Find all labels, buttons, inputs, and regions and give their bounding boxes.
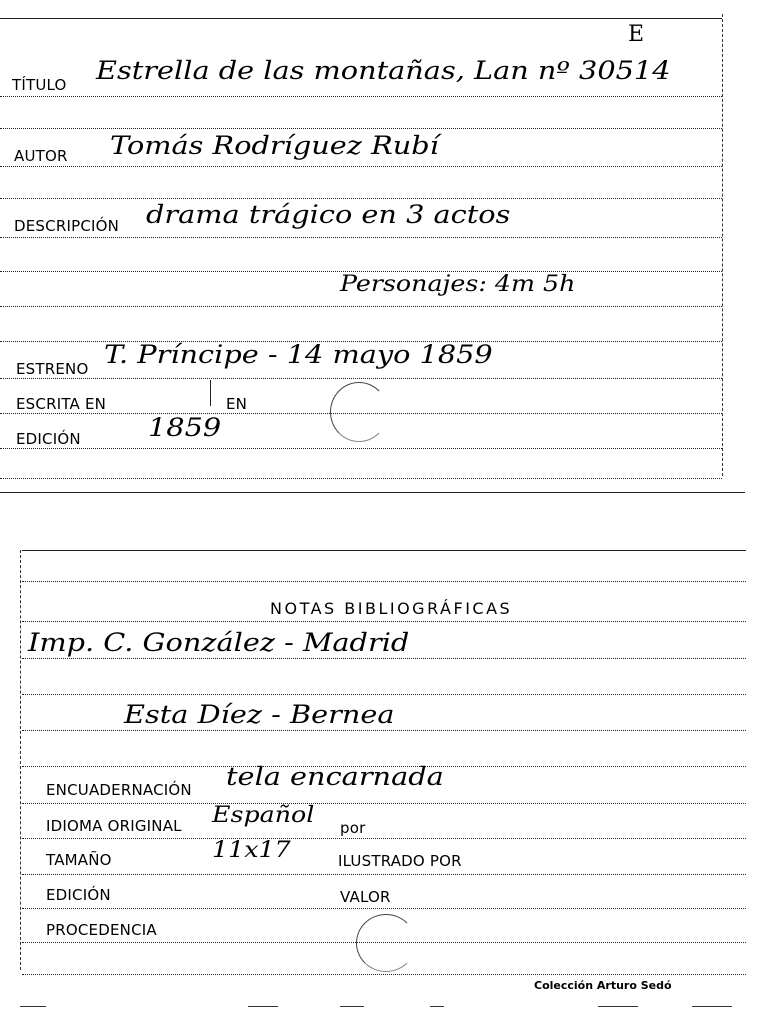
tamano-value: 11x17 — [212, 838, 291, 863]
ruled-line — [22, 874, 746, 875]
ruled-line — [0, 237, 722, 238]
edge-mark — [20, 1006, 46, 1007]
ruled-line — [22, 838, 746, 839]
corner-mark: E — [628, 22, 645, 47]
ilustrado-por-label: ILUSTRADO POR — [338, 852, 462, 870]
ruled-line — [0, 128, 722, 129]
ruled-line — [22, 694, 746, 695]
descripcion-value: drama trágico en 3 actos — [146, 200, 511, 229]
encuadernacion-label: ENCUADERNACIÓN — [46, 781, 192, 799]
punch-hole — [356, 914, 416, 972]
card-bottom-edge — [0, 492, 745, 493]
card-top-edge — [0, 18, 722, 19]
catalog-card-front — [0, 0, 759, 495]
idioma-original-value: Español — [212, 803, 315, 828]
descripcion-label: DESCRIPCIÓN — [14, 217, 120, 235]
note-esta: Esta Díez - Bernea — [124, 700, 395, 729]
ruled-line — [22, 658, 746, 659]
ruled-line — [0, 306, 722, 307]
por-label: por — [340, 819, 366, 837]
idioma-original-label: IDIOMA ORIGINAL — [46, 817, 182, 835]
ruled-line — [22, 730, 746, 731]
ruled-line — [0, 96, 722, 97]
collection-credit: Colección Arturo Sedó — [534, 979, 672, 992]
card-border — [722, 14, 723, 476]
ruled-line — [22, 908, 746, 909]
edge-mark — [692, 1006, 732, 1007]
ruled-line — [0, 378, 722, 379]
edge-mark — [430, 1006, 444, 1007]
ruled-line — [22, 581, 746, 582]
ruled-line — [0, 166, 722, 167]
ruled-line — [0, 198, 722, 199]
estreno-label: ESTRENO — [16, 360, 89, 378]
edge-mark — [598, 1006, 638, 1007]
titulo-label: TÍTULO — [12, 76, 67, 94]
procedencia-label: PROCEDENCIA — [46, 921, 157, 939]
autor-label: AUTOR — [14, 147, 68, 165]
edge-mark — [248, 1006, 278, 1007]
descripcion-personajes: Personajes: 4m 5h — [340, 272, 576, 297]
ruled-line — [22, 974, 746, 975]
pen-stroke — [210, 380, 211, 406]
ruled-line — [0, 478, 722, 479]
edicion-value: 1859 — [148, 413, 222, 442]
escrita-en-label-2: EN — [226, 395, 248, 413]
ruled-line — [22, 621, 746, 622]
autor-value: Tomás Rodríguez Rubí — [110, 131, 439, 160]
tamano-label: TAMAÑO — [46, 851, 112, 869]
notas-heading: NOTAS BIBLIOGRÁFICAS — [270, 599, 513, 618]
escrita-en-label: ESCRITA EN — [16, 395, 107, 413]
edicion-label: EDICIÓN — [16, 430, 81, 448]
encuadernacion-value: tela encarnada — [226, 762, 444, 791]
estreno-value: T. Príncipe - 14 mayo 1859 — [104, 340, 493, 369]
valor-label: VALOR — [340, 888, 391, 906]
ruled-line — [22, 803, 746, 804]
titulo-value: Estrella de las montañas, Lan nº 30514 — [96, 56, 671, 85]
edge-mark — [340, 1006, 364, 1007]
ruled-line — [0, 448, 722, 449]
catalog-card-back — [0, 540, 759, 1028]
card-top-edge — [22, 550, 746, 551]
edicion-label: EDICIÓN — [46, 886, 111, 904]
card-left-border — [20, 550, 21, 970]
note-imprenta: Imp. C. González - Madrid — [28, 628, 410, 657]
punch-hole — [330, 382, 388, 442]
